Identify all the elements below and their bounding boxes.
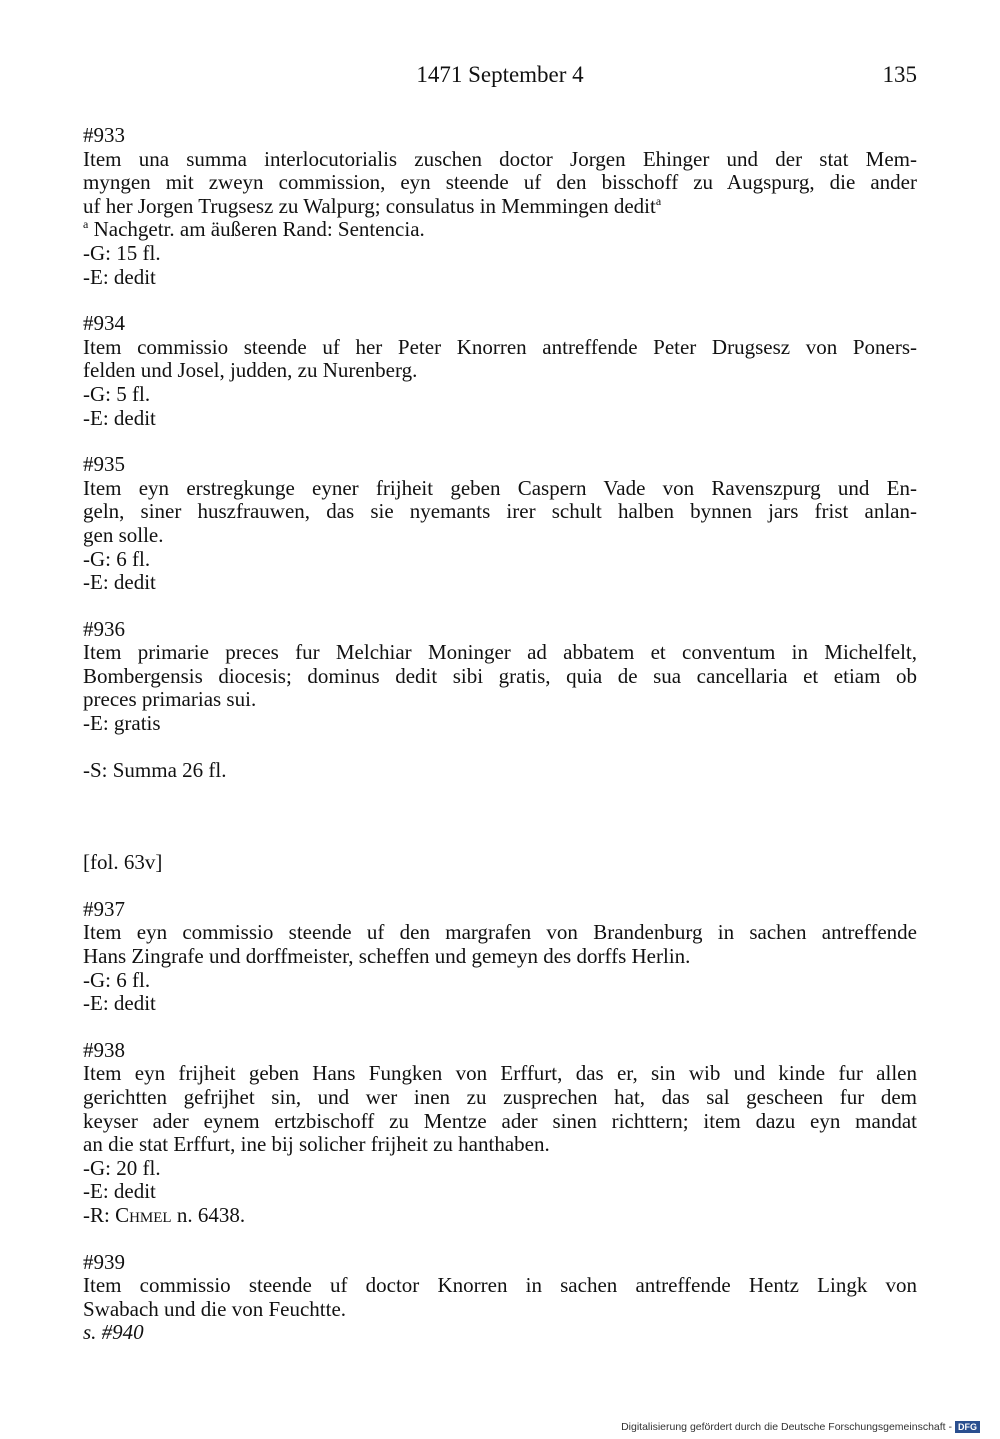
page-number: 135 — [882, 62, 917, 87]
entry-text-line: Swabach und die von Feuchtte. — [83, 1296, 347, 1321]
entry-text: uf her Jorgen Trugsesz zu Walpurg; consulatus in Memmingen dedit — [83, 193, 656, 218]
cross-reference: s. #940 — [83, 1320, 144, 1345]
entry-text-line — [83, 195, 917, 219]
folio-line: [fol. 63v] — [83, 850, 163, 875]
entry-text-line: gerichtten gefrijhet sin, und wer inen zu zusprechen hat, das sal gescheen fur dem — [83, 1085, 917, 1109]
payment-line: -E: dedit — [83, 991, 156, 1016]
reference-author: Chmel — [115, 1202, 172, 1227]
page-header — [83, 62, 917, 96]
entry-938 — [83, 1039, 917, 1228]
entry-text-line: geln, siner huszfrauwen, das sie nyemants irer schult halben bynnen jars frist anlan- — [83, 499, 917, 524]
payment-line: -E: dedit — [83, 264, 156, 289]
reference-number: n. 6438. — [171, 1202, 246, 1227]
entry-text-line: Item eyn frijheit geben Hans Fungken von Erffurt, das er, sin wib und kinde fur allen — [83, 1061, 917, 1086]
footer-text: Digitalisierung gefördert durch die Deutsche Forschungsgemeinschaft - — [621, 1421, 952, 1433]
payment-line: -E: dedit — [83, 1179, 156, 1204]
dfg-logo-icon: DFG — [955, 1421, 980, 1433]
entry-text-line: Hans Zingrafe und dorffmeister, scheffen und gemeyn des dorffs Herlin. — [83, 944, 691, 969]
footnote-marker: a — [655, 193, 662, 208]
funding-footer — [621, 1421, 980, 1433]
fee-line: -G: 5 fl. — [83, 381, 151, 406]
entry-text-line: Bombergensis diocesis; dominus dedit sibi gratis, quia de sua cancellaria et etiam ob — [83, 663, 917, 688]
entry-text-line: Item primarie preces fur Melchiar Moninger ad abbatem et conventum in Michelfelt, — [83, 640, 917, 665]
entry-text-line: Item commissio steende uf doctor Knorren in sachen antreffende Hentz Lingk von — [83, 1273, 917, 1298]
fee-line: -G: 15 fl. — [83, 240, 161, 265]
entry-text-line: felden und Josel, judden, zu Nurenberg. — [83, 358, 418, 383]
fee-line: -G: 20 fl. — [83, 1155, 161, 1180]
spacer — [83, 805, 917, 851]
entry-text-line: gen solle. — [83, 522, 164, 547]
entry-text-line: keyser ader eynem ertzbischoff zu Mentze ader sinen richttern; item dazu eyn mandat — [83, 1108, 917, 1133]
fee-line: -G: 6 fl. — [83, 967, 151, 992]
entry-935 — [83, 453, 917, 595]
entry-text-line: myngen mit zweyn commission, eyn steende uf den bisschoff zu Augspurg, die ander — [83, 170, 917, 195]
reference-prefix: -R: — [83, 1202, 116, 1227]
payment-line: -E: gratis — [83, 711, 161, 736]
entry-number: #939 — [83, 1249, 125, 1274]
entry-number: #933 — [83, 123, 125, 147]
entry-number: #934 — [83, 311, 125, 336]
footnote — [83, 218, 917, 242]
entry-933 — [83, 124, 917, 289]
running-title: 1471 September 4 — [416, 62, 584, 87]
entry-937 — [83, 898, 917, 1016]
folio-marker — [83, 851, 917, 875]
footnote-text: Nachgetr. am äußeren Rand: Sentencia. — [93, 217, 425, 242]
entry-number: #935 — [83, 452, 125, 477]
entry-939 — [83, 1251, 917, 1345]
entry-number: #937 — [83, 896, 125, 921]
entry-text-line: an die stat Erffurt, ine bij solicher frijheit zu hanthaben. — [83, 1132, 550, 1157]
document-body — [83, 124, 917, 1368]
entry-text-line: Item eyn commissio steende uf den margrafen von Brandenburg in sachen antreffende — [83, 920, 917, 945]
entry-936 — [83, 618, 917, 736]
entry-number: #936 — [83, 616, 125, 641]
entry-text-line: Item una summa interlocutorialis zuschen doctor Jorgen Ehinger und der stat Mem- — [83, 146, 917, 171]
footnote-marker: a — [83, 217, 89, 232]
summa-line: -S: Summa 26 fl. — [83, 757, 227, 782]
fee-line: -G: 6 fl. — [83, 546, 151, 571]
entry-text-line: Item commissio steende uf her Peter Knorren antreffende Peter Drugsesz von Poners- — [83, 334, 917, 359]
payment-line: -E: dedit — [83, 405, 156, 430]
summa — [83, 759, 917, 783]
entry-number: #938 — [83, 1037, 125, 1062]
entry-934 — [83, 312, 917, 430]
entry-text-line: preces primarias sui. — [83, 687, 257, 712]
payment-line: -E: dedit — [83, 570, 156, 595]
reference-line — [83, 1204, 917, 1228]
entry-text-line: Item eyn erstregkunge eyner frijheit geben Caspern Vade von Ravenszpurg und En- — [83, 475, 917, 500]
